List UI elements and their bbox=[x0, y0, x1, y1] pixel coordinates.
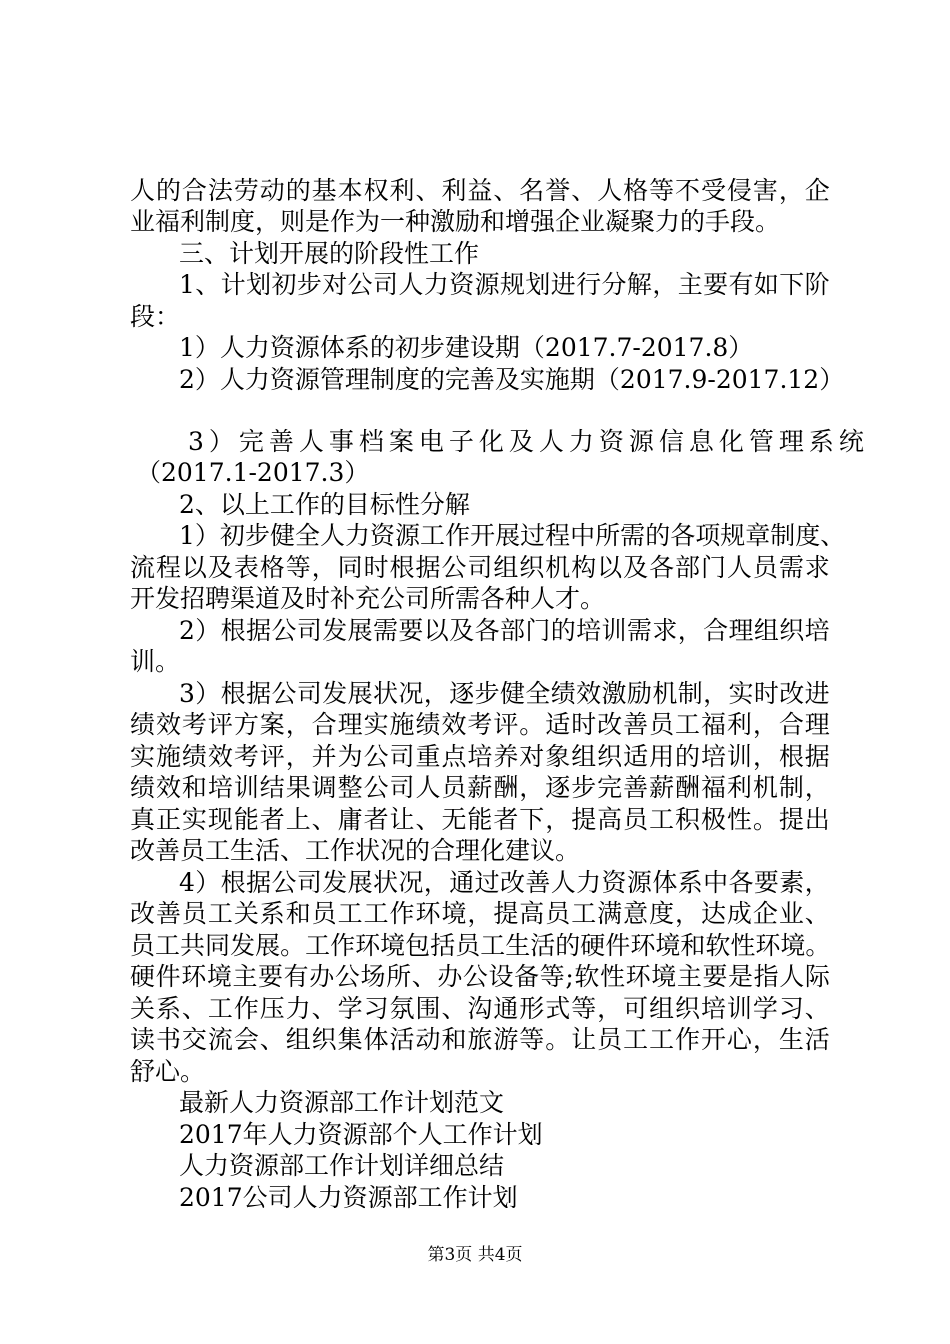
page-number: 第3页 共4页 bbox=[427, 1245, 523, 1265]
paragraph-line: 4 ） 根 据 公 司 发 展 状 况 ， 通 过 改 善 人 力 资 源 体 系 中 各 要 素 ， bbox=[179, 868, 830, 897]
paragraph-line: 绩 效 考 评 方 案 ， 合 理 实 施 绩 效 考 评 。 适 时 改 善 员 工 福 利 ， 合 理 bbox=[130, 710, 830, 739]
section-heading: 三、计划开展的阶段性工作 bbox=[179, 239, 480, 268]
paragraph-line: 关 系 、 工 作 压 力 、 学 习 氛 围 、 沟 通 形 式 等 ， 可 组 织 培 训 学 习 、 bbox=[130, 994, 830, 1023]
paragraph-line: 训。 bbox=[130, 647, 181, 676]
paragraph-line: 硬 件 环 境 主 要 有 办 公 场 所 、 办 公 设 备 等 ; 软 性 环 境 主 要 是 指 人 际 bbox=[130, 962, 830, 991]
related-link: 人力资源部工作计划详细总结 bbox=[179, 1151, 505, 1180]
paragraph-line: 员 工 共 同 发 展 。 工 作 环 境 包 括 员 工 生 活 的 硬 件 环 境 和 软 性 环 境 。 bbox=[130, 931, 831, 960]
list-item: 1）人力资源体系的初步建设期（2017.7-2017.8） bbox=[179, 333, 754, 362]
related-link: 2017年人力资源部个人工作计划 bbox=[179, 1120, 543, 1149]
paragraph-line: 改 善 员 工 关 系 和 员 工 工 作 环 境 ， 提 高 员 工 满 意 度 ， 达 成 企 业 、 bbox=[130, 899, 830, 928]
paragraph-line: 舒心。 bbox=[130, 1057, 206, 1086]
related-link: 2017公司人力资源部工作计划 bbox=[179, 1183, 518, 1212]
paragraph-line: 人 的 合 法 劳 动 的 基 本 权 利 、 利 益 、 名 誉 、 人 格 等 不 受 侵 害 ， 企 bbox=[130, 176, 830, 205]
paragraph-line: 1 、 计 划 初 步 对 公 司 人 力 资 源 规 划 进 行 分 解 ， 主 要 有 如 下 阶 bbox=[179, 270, 830, 299]
list-item: （2017.1-2017.3） bbox=[136, 458, 370, 487]
paragraph-line: 流 程 以 及 表 格 等 ， 同 时 根 据 公 司 组 织 机 构 以 及 各 部 门 人 员 需 求 bbox=[130, 553, 830, 582]
paragraph-line: 改善员工生活、工作状况的合理化建议。 bbox=[130, 836, 581, 865]
paragraph-line: 段： bbox=[130, 302, 181, 331]
list-item: 2）人力资源管理制度的完善及实施期（2017.9-2017.12） bbox=[179, 365, 845, 394]
paragraph-line: 2 ） 根 据 公 司 发 展 需 要 以 及 各 部 门 的 培 训 需 求 ， 合 理 组 织 培 bbox=[179, 616, 830, 645]
paragraph-line: 真 正 实 现 能 者 上 、 庸 者 让 、 无 能 者 下 ， 提 高 员 工 积 极 性 。 提 出 bbox=[130, 805, 830, 834]
list-item: 3）完善人事档案电子化及人力资源信息化管理系统 bbox=[188, 427, 869, 456]
paragraph-line: 业福利制度，则是作为一种激励和增强企业凝聚力的手段。 bbox=[130, 207, 781, 236]
paragraph-line: 开发招聘渠道及时补充公司所需各种人才。 bbox=[130, 584, 606, 613]
related-link: 最新人力资源部工作计划范文 bbox=[179, 1088, 505, 1117]
paragraph-line: 实 施 绩 效 考 评 ， 并 为 公 司 重 点 培 养 对 象 组 织 适 用 的 培 训 ， 根 据 bbox=[130, 742, 830, 771]
paragraph-line: 1 ） 初 步 健 全 人 力 资 源 工 作 开 展 过 程 中 所 需 的 各 项 规 章 制 度 、 bbox=[179, 521, 846, 550]
paragraph-line: 绩 效 和 培 训 结 果 调 整 公 司 人 员 薪 酬 ， 逐 步 完 善 薪 酬 福 利 机 制 ， bbox=[130, 773, 830, 802]
paragraph-line: 读 书 交 流 会 、 组 织 集 体 活 动 和 旅 游 等 。 让 员 工 工 作 开 心 ， 生 活 bbox=[130, 1025, 830, 1054]
paragraph-line: 3 ） 根 据 公 司 发 展 状 况 ， 逐 步 健 全 绩 效 激 励 机 制 ， 实 时 改 进 bbox=[179, 679, 830, 708]
section-heading: 2、以上工作的目标性分解 bbox=[179, 490, 470, 519]
